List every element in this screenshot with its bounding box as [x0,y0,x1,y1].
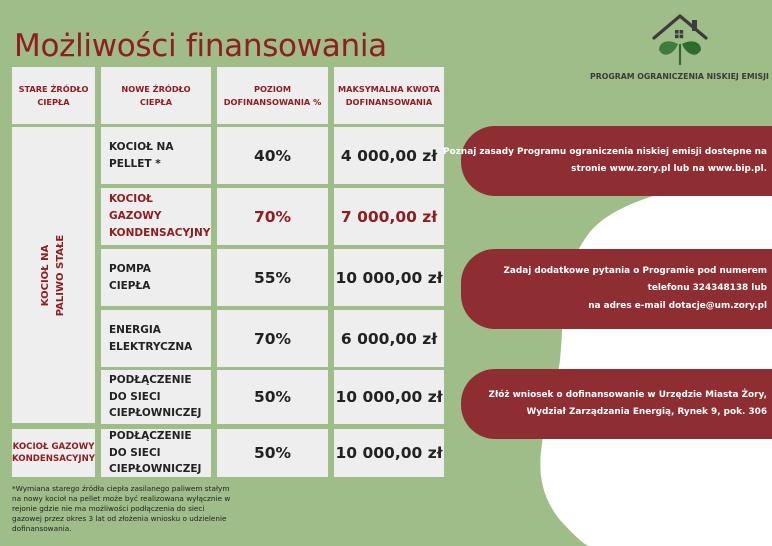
table-row-5-level: 50% [217,429,328,477]
table-row-1-max-amount: 7 000,00 zł [334,188,444,245]
footnote: *Wymiana starego źródła ciepła zasilanego paliwem stałym na nowy kocioł na pellet może być realizowana wyłącznie w rejonie gdzie nie ma możliwości podłączenia do sieci gazowej przez okres 3 lat od złożenia wniosku o udzielenie dofinansowania. [12,484,231,534]
table-row-4-new-source: PODŁĄCZENIE DO SIECI CIEPŁOWNICZEJ [101,370,211,424]
table-row-2-max-amount: 10 000,00 zł [334,249,444,306]
table-row-5-new-source: PODŁĄCZENIE DO SIECI CIEPŁOWNICZEJ [101,429,211,477]
table-row-3-max-amount: 6 000,00 zł [334,310,444,367]
table-row-0-new-source: KOCIOŁ NA PELLET * [101,127,211,184]
info-box-contact: Zadaj dodatkowe pytania o Programie pod numerem telefonu 324348138 lub na adres e-mail dotacje@um.zory.pl [461,249,772,329]
info-box-application: Złóż wniosek o dofinansowanie w Urzędzie Miasta Żory, Wydział Zarządzania Energią, Rynek 9, pok. 306 [461,369,772,439]
table-row-0-level: 40% [217,127,328,184]
old-source-gas-boiler: KOCIOŁ GAZOWY KONDENSACYJNY [12,429,95,477]
white-blob-shape [540,174,772,546]
table-row-1-level: 70% [217,188,328,245]
table-row-5-max-amount: 10 000,00 zł [334,429,444,477]
old-source-solid-fuel: KOCIOŁ NA PALIWO STAŁE [12,127,95,423]
header-max-amount: MAKSYMALNA KWOTA DOFINANSOWANIA [334,67,444,124]
table-row-3-level: 70% [217,310,328,367]
table-row-3-new-source: ENERGIA ELEKTRYCZNA [101,310,211,367]
table-row-1-new-source: KOCIOŁ GAZOWY KONDENSACYJNY [101,188,211,245]
table-row-4-max-amount: 10 000,00 zł [334,370,444,424]
header-old-source: STARE ŹRÓDŁO CIEPŁA [12,67,95,124]
table-row-0-max-amount: 4 000,00 zł [334,127,444,184]
header-new-source: NOWE ŹRÓDŁO CIEPŁA [101,67,211,124]
table-row-2-level: 55% [217,249,328,306]
header-level: POZIOM DOFINANSOWANIA % [217,67,328,124]
table-row-2-new-source: POMPA CIEPŁA [101,249,211,306]
house-leaf-icon [650,12,710,66]
page-title: Możliwości finansowania [14,28,387,64]
info-box-rules: Poznaj zasady Programu ograniczenia niskiej emisji dostepne na stronie www.zory.pl lub na www.bip.pl. [461,126,772,196]
program-name: PROGRAM OGRANICZENIA NISKIEJ EMISJI [590,72,769,81]
table-row-4-level: 50% [217,370,328,424]
